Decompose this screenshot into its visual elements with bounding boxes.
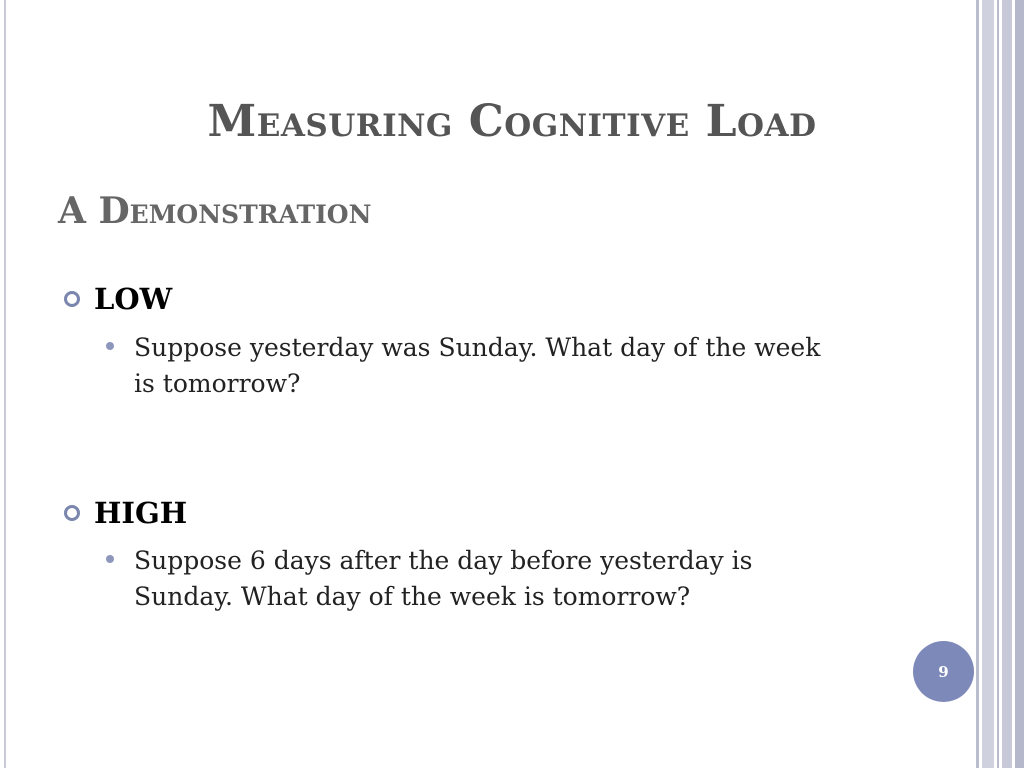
slide-subtitle: A Demonstration xyxy=(58,190,372,232)
ring-bullet-icon xyxy=(64,505,80,521)
section-label-low: LOW xyxy=(94,282,173,316)
item-text-low: Suppose yesterday was Sunday. What day of the week is tomorrow? xyxy=(134,333,821,398)
dot-bullet-icon xyxy=(106,342,114,350)
section-high xyxy=(64,496,187,530)
section-label-high: HIGH xyxy=(94,496,188,530)
page-number: 9 xyxy=(938,662,949,681)
dot-bullet-icon xyxy=(106,555,114,563)
list-item-high xyxy=(106,543,826,615)
ring-bullet-icon xyxy=(64,291,80,307)
item-text-high: Suppose 6 days after the day before yesterday is Sunday. What day of the week is tomorrow? xyxy=(134,546,753,611)
list-item-low xyxy=(106,330,826,402)
slide-title: Measuring Cognitive Load xyxy=(207,96,817,147)
section-low xyxy=(64,282,172,316)
page-number-badge xyxy=(913,641,974,702)
